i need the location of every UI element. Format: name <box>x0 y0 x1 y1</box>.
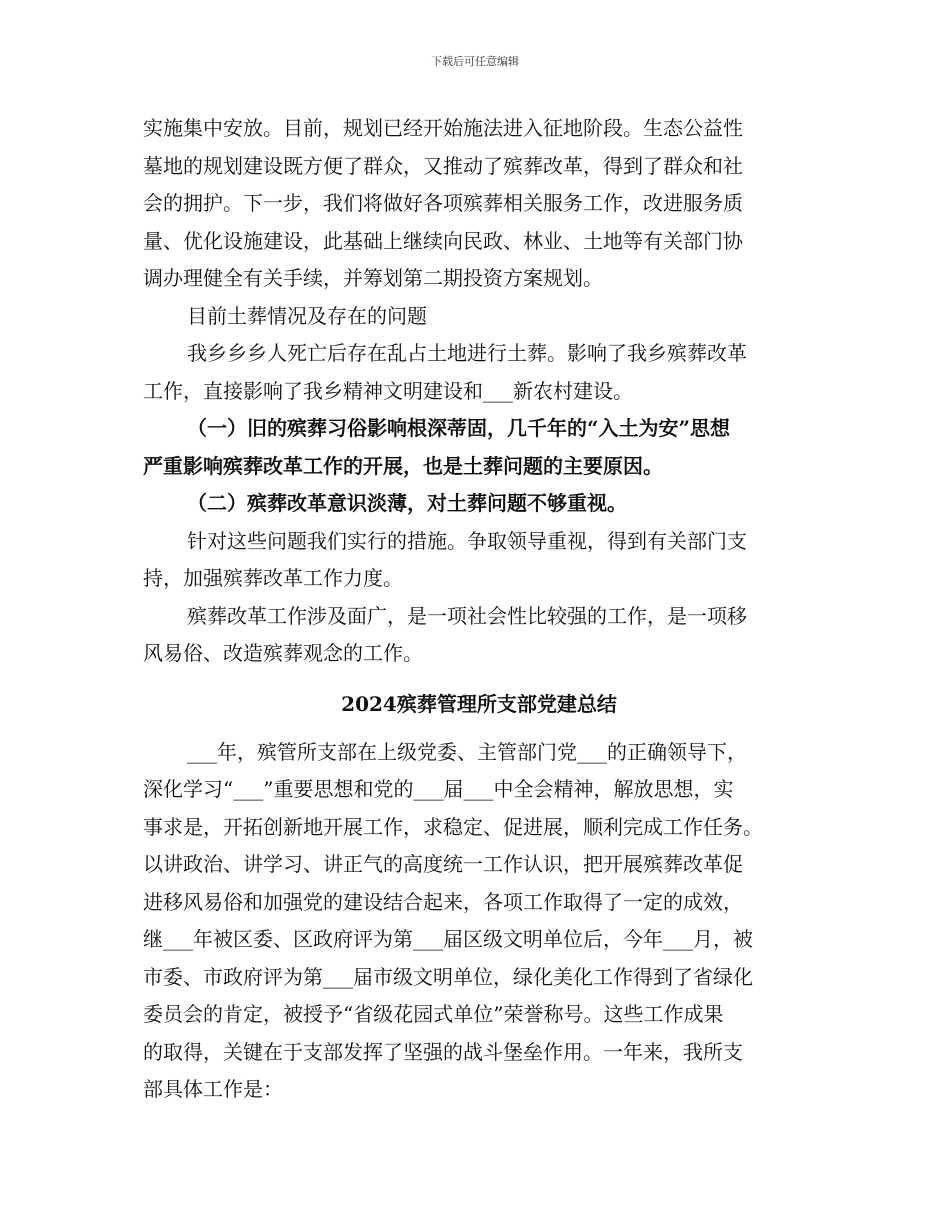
bold-point-2: （二）殡葬改革意识淡薄，对土葬问题不够重视。 <box>187 491 627 515</box>
text-line: 以讲政治、讲学习、讲正气的高度统一工作认识，把开展殡葬改革促 <box>143 852 743 876</box>
text-line: 会的拥护。下一步，我们将做好各项殡葬相关服务工作，改进服务质 <box>143 191 743 215</box>
text-line: 委员会的肯定，被授予“省级花园式单位”荣誉称号。这些工作成果 <box>143 1002 724 1026</box>
text-line: 风易俗、改造殡葬观念的工作。 <box>143 641 423 665</box>
text-line: 量、优化设施建设，此基础上继续向民政、林业、土地等有关部门协 <box>143 228 743 253</box>
text-line: 墓地的规划建设既方便了群众，又推动了殡葬改革，得到了群众和社 <box>143 153 743 178</box>
text-line: 工作，直接影响了我乡精神文明建设和___新农村建设。 <box>143 378 633 403</box>
text-line: 实施集中安放。目前，规划已经开始施法进入征地阶段。生态公益性 <box>143 116 743 140</box>
text-line: 调办理健全有关手续，并筹划第二期投资方案规划。 <box>143 266 603 290</box>
text-line: 市委、市政府评为第___届市级文明单位，绿化美化工作得到了省绿化 <box>143 964 753 989</box>
text-line: 我乡乡乡人死亡后存在乱占土地进行土葬。影响了我乡殡葬改革 <box>187 341 747 365</box>
subheading: 目前土葬情况及存在的问题 <box>187 303 427 328</box>
bold-point-1: （一）旧的殡葬习俗影响根深蒂固，几千年的“入土为安”思想 <box>187 416 731 440</box>
text-line: 事求是，开拓创新地开展工作，求稳定、促进展，顺利完成工作任务。 <box>143 814 763 839</box>
text-line: 殡葬改革工作涉及面广，是一项社会性比较强的工作，是一项移 <box>187 603 747 628</box>
text-line: 深化学习“___”重要思想和党的___届___中全会精神，解放思想，实 <box>143 777 734 801</box>
text-line: 的取得，关键在于支部发挥了坚强的战斗堡垒作用。一年来，我所支 <box>143 1039 743 1064</box>
document-body <box>143 110 815 1109</box>
text-line: 部具体工作是： <box>143 1077 283 1101</box>
text-line: 持，加强殡葬改革工作力度。 <box>143 566 403 590</box>
page-header: 下载后可任意编辑 <box>431 55 519 68</box>
text-line: ___年，殡管所支部在上级党委、主管部门党___的正确领导下， <box>187 739 747 764</box>
bold-point-1-cont: 严重影响殡葬改革工作的开展，也是土葬问题的主要原因。 <box>143 453 663 478</box>
text-line: 继___年被区委、区政府评为第___届区级文明单位后，今年___月，被 <box>143 927 753 951</box>
section-title: 2024殡葬管理所支部党建总结 <box>341 691 617 716</box>
text-line: 针对这些问题我们实行的措施。争取领导重视，得到有关部门支 <box>187 528 747 553</box>
text-line: 进移风易俗和加强党的建设结合起来，各项工作取得了一定的成效， <box>143 889 743 914</box>
